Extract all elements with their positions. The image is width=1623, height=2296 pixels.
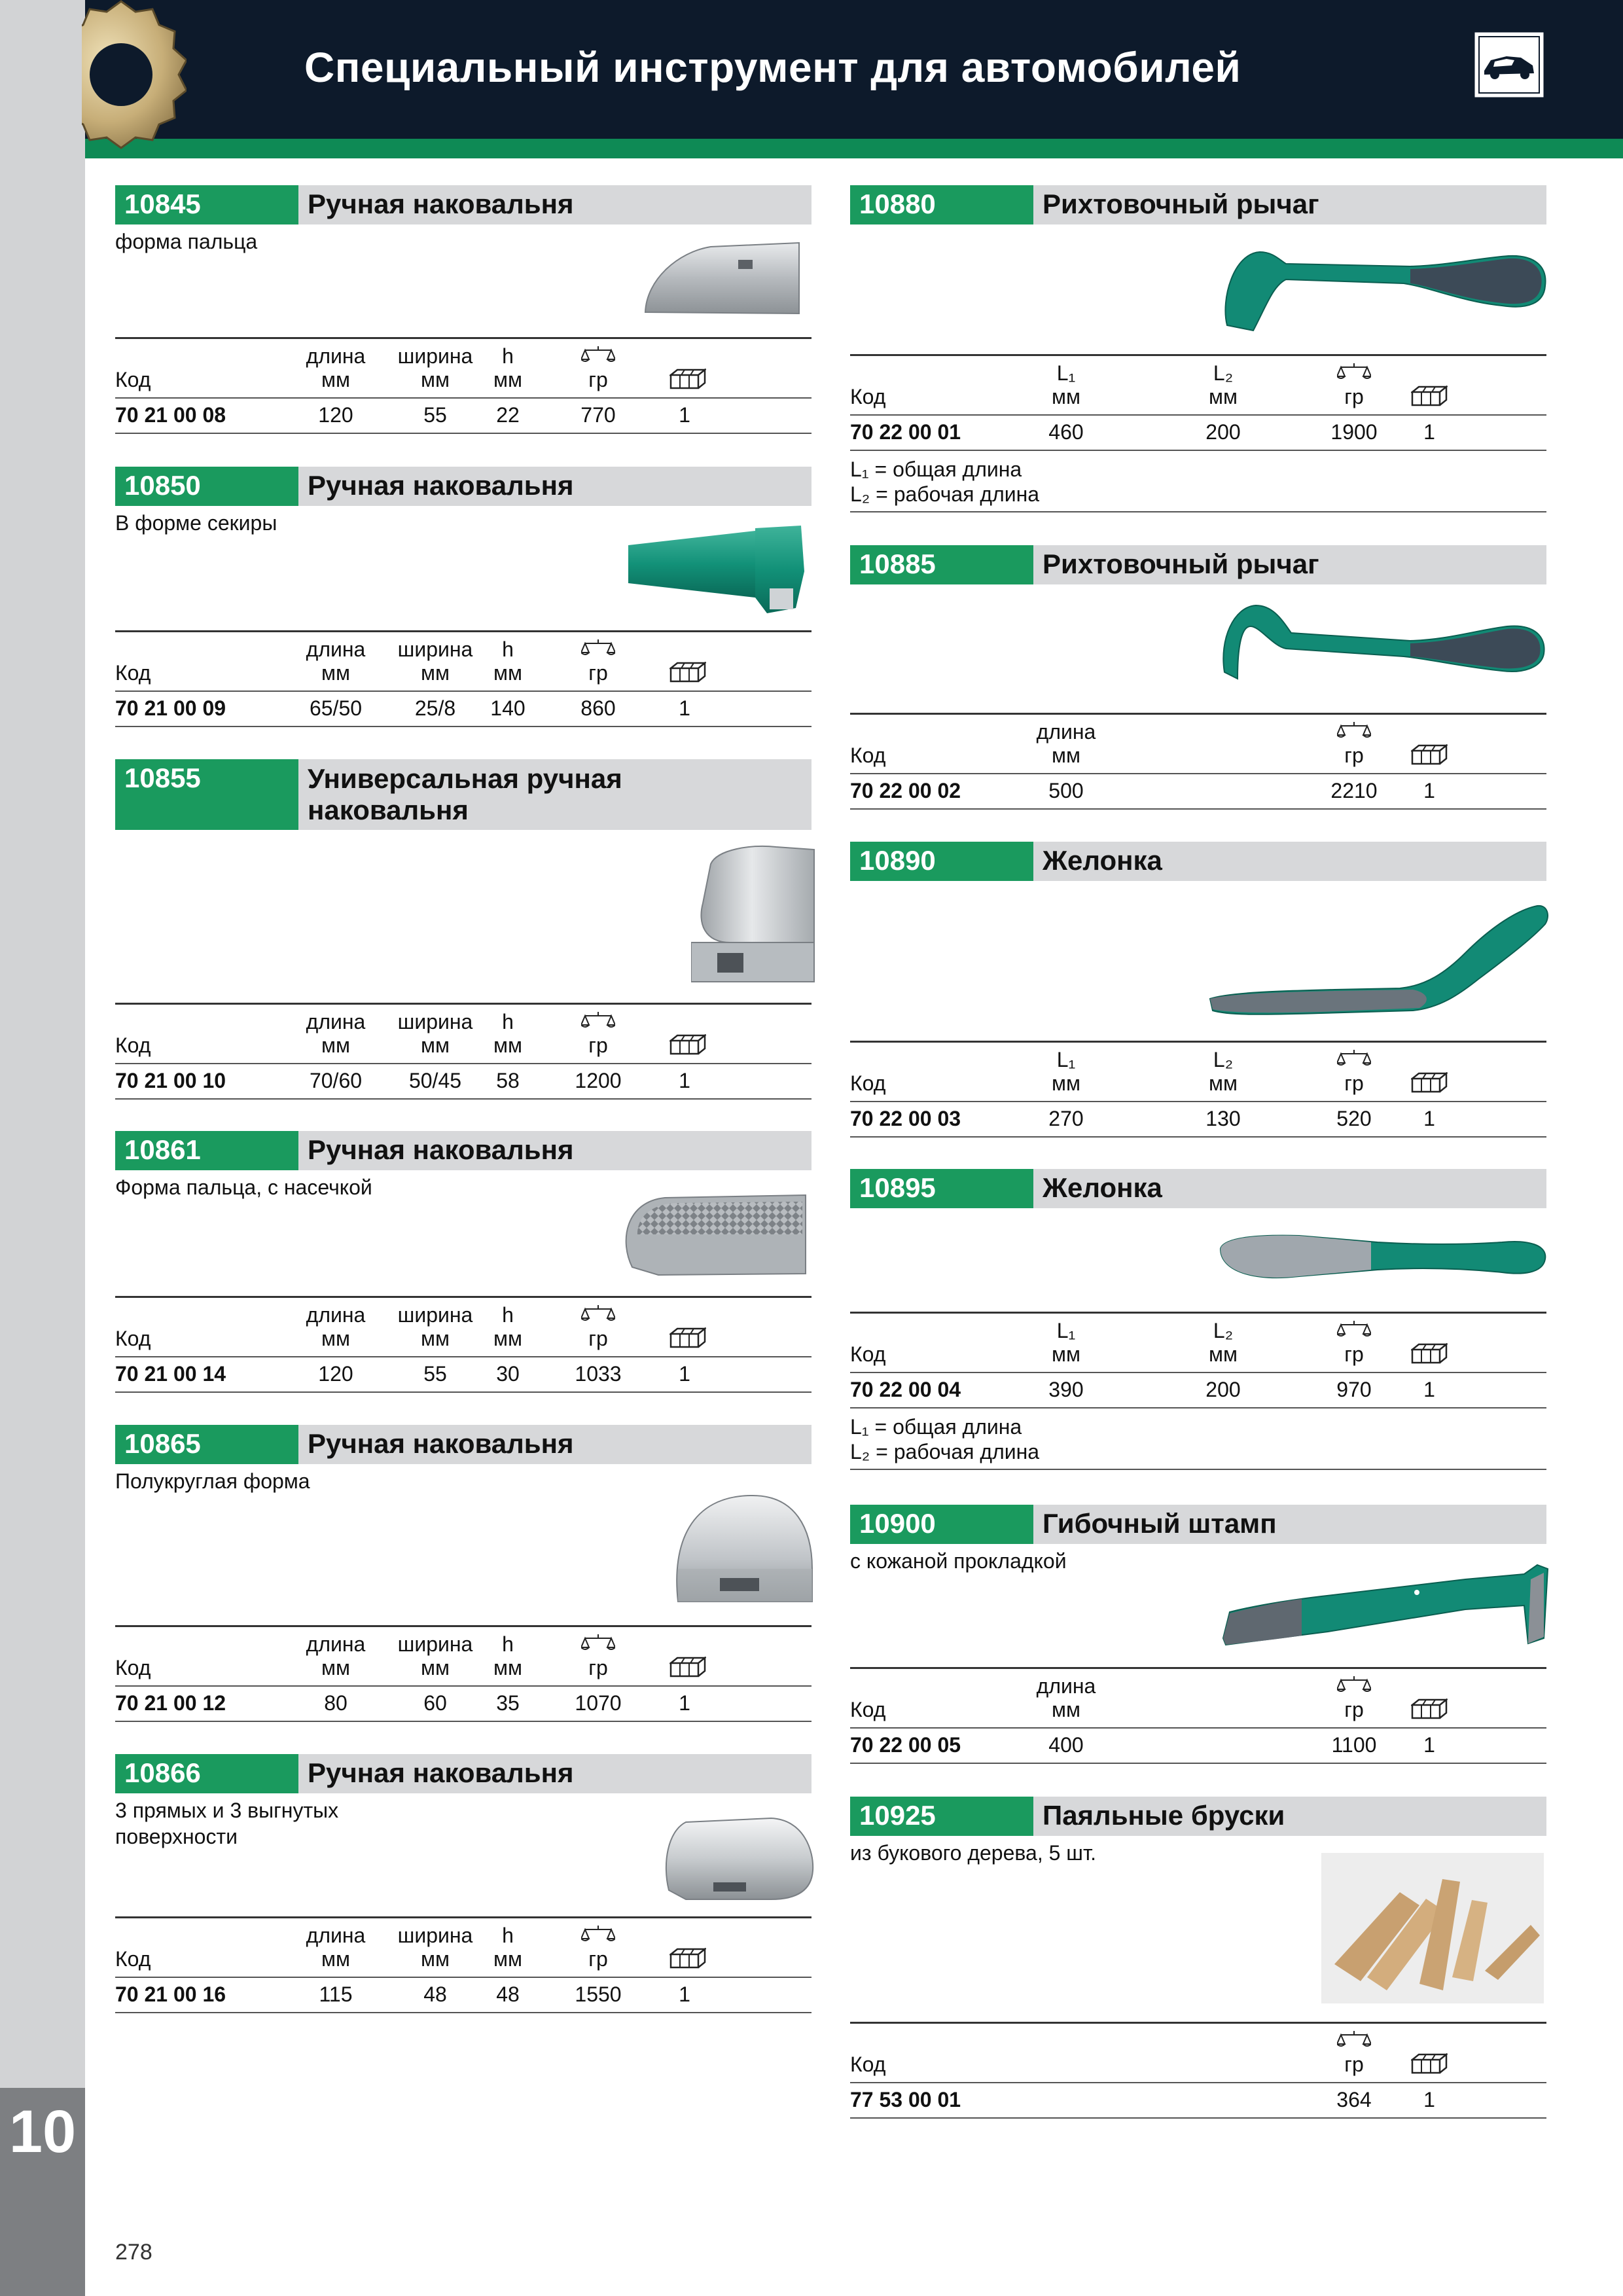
section-title: Рихтовочный рычаг <box>1033 185 1546 224</box>
product-image-spoon-lever <box>1214 247 1548 342</box>
section-subtitle: Форма пальца, с насечкой <box>115 1175 372 1199</box>
product-10895: 10895 Желонка L₁ L₂ Код мм мм гр 70 22 00 04 390 200 970 1 L₁ = общая длина L₂ = рабочая длина <box>850 1169 1546 1477</box>
section-title: Рихтовочный рычаг <box>1033 545 1546 584</box>
section-code: 10845 <box>115 185 298 224</box>
article-code: 70 22 00 01 <box>850 420 961 444</box>
product-10855: 10855 Универсальная ручная наковальня длина ширина h Код мм мм мм гр 70 21 00 10 70/60 50/45 58 1200 1 <box>115 759 812 1100</box>
section-title: Паяльные бруски <box>1033 1797 1546 1836</box>
section-title: Ручная наковальня <box>298 1131 812 1170</box>
section-code: 10890 <box>850 842 1033 881</box>
article-code: 70 22 00 02 <box>850 779 961 802</box>
gear-logo-icon <box>82 0 187 157</box>
section-code: 10885 <box>850 545 1033 584</box>
article-code: 70 21 00 10 <box>115 1069 226 1092</box>
section-title: Ручная наковальня <box>298 185 812 224</box>
page-number: 278 <box>115 2240 152 2265</box>
sidebar-strip <box>0 0 85 2296</box>
product-10865: 10865 Ручная наковальня Полукруглая форма длина ширина h Код мм мм мм гр 70 21 00 12 80 60 35 1070 1 <box>115 1425 812 1719</box>
product-image-universal-anvil <box>691 844 815 992</box>
note-l2: L₂ = рабочая длина <box>850 1440 1040 1463</box>
article-code: 77 53 00 01 <box>850 2088 961 2111</box>
package-quantity-icon <box>1400 1698 1459 1725</box>
scale-weight-icon <box>1302 1319 1406 1344</box>
section-title: Желонка <box>1033 1169 1546 1208</box>
article-code: 70 21 00 09 <box>115 696 226 720</box>
product-10861: 10861 Ручная наковальня Форма пальца, с насечкой длина ширина h Код мм мм мм гр 70 21 00 14 120 55 30 1033 1 <box>115 1131 812 1393</box>
product-image-knurled-anvil <box>619 1189 809 1283</box>
section-subtitle: из букового дерева, 5 шт. <box>850 1841 1096 1865</box>
note-l2: L₂ = рабочая длина <box>850 482 1040 506</box>
section-code: 10925 <box>850 1797 1033 1836</box>
scale-weight-icon <box>552 1924 644 1949</box>
section-code: 10866 <box>115 1754 298 1793</box>
package-quantity-icon <box>1400 744 1459 770</box>
product-image-spoon-dolly <box>1204 901 1550 1028</box>
header-accent-stripe <box>85 139 1623 158</box>
product-10880: 10880 Рихтовочный рычаг L₁ L₂ Код мм мм гр 70 22 00 01 460 200 1900 1 L₁ = общая длина L₂ = рабочая длина <box>850 185 1546 519</box>
package-quantity-icon <box>1400 2053 1459 2079</box>
scale-weight-icon <box>1302 721 1406 745</box>
scale-weight-icon <box>552 1011 644 1035</box>
package-quantity-icon <box>665 1327 711 1354</box>
scale-weight-icon <box>552 1633 644 1658</box>
article-code: 70 21 00 12 <box>115 1691 226 1715</box>
section-title: Желонка <box>1033 842 1546 881</box>
product-10866: 10866 Ручная наковальня 3 прямых и 3 выгнутых поверхности длина ширина h Код мм мм мм гр 70 21 00 16 115 48 48 1550 1 <box>115 1754 812 2029</box>
section-subtitle: форма пальца <box>115 230 258 253</box>
package-quantity-icon <box>665 1948 711 1974</box>
note-l1: L₁ = общая длина <box>850 457 1022 481</box>
product-10885: 10885 Рихтовочный рычаг длина Код мм гр 70 22 00 02 500 2210 1 <box>850 545 1546 820</box>
package-quantity-icon <box>665 662 711 688</box>
section-subtitle: Полукруглая форма <box>115 1469 310 1493</box>
product-10890: 10890 Желонка L₁ L₂ Код мм мм гр 70 22 00 03 270 130 520 1 <box>850 842 1546 1149</box>
package-quantity-icon <box>1400 1343 1459 1369</box>
scale-weight-icon <box>1302 362 1406 387</box>
scale-weight-icon <box>552 345 644 370</box>
section-title: Ручная наковальня <box>298 1754 812 1793</box>
page-title: Специальный инструмент для автомобилей <box>304 44 1241 91</box>
scale-weight-icon <box>552 638 644 663</box>
section-code: 10850 <box>115 467 298 506</box>
note-l1: L₁ = общая длина <box>850 1415 1022 1439</box>
product-image-spoon-dolly-short <box>1214 1223 1548 1298</box>
scale-weight-icon <box>552 1304 644 1329</box>
section-title: Универсальная ручная наковальня <box>298 759 812 830</box>
section-subtitle: 3 прямых и 3 выгнутых поверхности <box>115 1799 339 1848</box>
article-code: 70 22 00 05 <box>850 1733 961 1757</box>
product-image-multi-surface-anvil <box>660 1812 817 1907</box>
product-image-finger-anvil <box>639 240 802 322</box>
product-10925: 10925 Паяльные бруски из букового дерева, 5 шт. Код гр 77 53 00 01 364 1 <box>850 1797 1546 2124</box>
scale-weight-icon <box>1302 1675 1406 1700</box>
package-quantity-icon <box>1400 386 1459 412</box>
section-code: 10861 <box>115 1131 298 1170</box>
package-quantity-icon <box>665 1657 711 1683</box>
section-title: Ручная наковальня <box>298 467 812 506</box>
section-title: Гибочный штамп <box>1033 1505 1546 1544</box>
product-10850: 10850 Ручная наковальня В форме секиры длина ширина h Код мм мм мм гр 70 21 00 09 65/50 25/8 140 860 1 <box>115 467 812 728</box>
product-10845: 10845 Ручная наковальня форма пальца длина ширина h Код мм мм мм гр 70 21 00 08 120 55 22 770 1 <box>115 185 812 434</box>
article-code: 70 21 00 08 <box>115 403 226 427</box>
package-quantity-icon <box>665 1034 711 1060</box>
car-icon <box>1472 30 1546 99</box>
scale-weight-icon <box>1302 1049 1406 1073</box>
section-code: 10880 <box>850 185 1033 224</box>
section-subtitle: В форме секиры <box>115 511 277 535</box>
section-code: 10895 <box>850 1169 1033 1208</box>
section-subtitle: с кожаной прокладкой <box>850 1549 1067 1573</box>
article-code: 70 22 00 03 <box>850 1107 961 1130</box>
section-code: 10865 <box>115 1425 298 1464</box>
product-image-semicircular-anvil <box>665 1490 815 1611</box>
article-code: 70 21 00 14 <box>115 1362 226 1386</box>
section-code: 10855 <box>115 759 298 830</box>
product-image-wooden-blocks <box>1321 1853 1544 2007</box>
article-code: 70 21 00 16 <box>115 1982 226 2006</box>
product-image-hook-lever <box>1214 600 1548 695</box>
section-title: Ручная наковальня <box>298 1425 812 1464</box>
product-image-axe-anvil <box>624 526 814 620</box>
product-image-bending-die <box>1217 1560 1550 1655</box>
package-quantity-icon <box>665 368 711 395</box>
chapter-number: 10 <box>9 2098 77 2165</box>
scale-weight-icon <box>1302 2030 1406 2054</box>
product-10900: 10900 Гибочный штамп с кожаной прокладкой длина Код мм гр 70 22 00 05 400 1100 1 <box>850 1505 1546 1780</box>
article-code: 70 22 00 04 <box>850 1378 961 1401</box>
section-code: 10900 <box>850 1505 1033 1544</box>
package-quantity-icon <box>1400 1072 1459 1098</box>
